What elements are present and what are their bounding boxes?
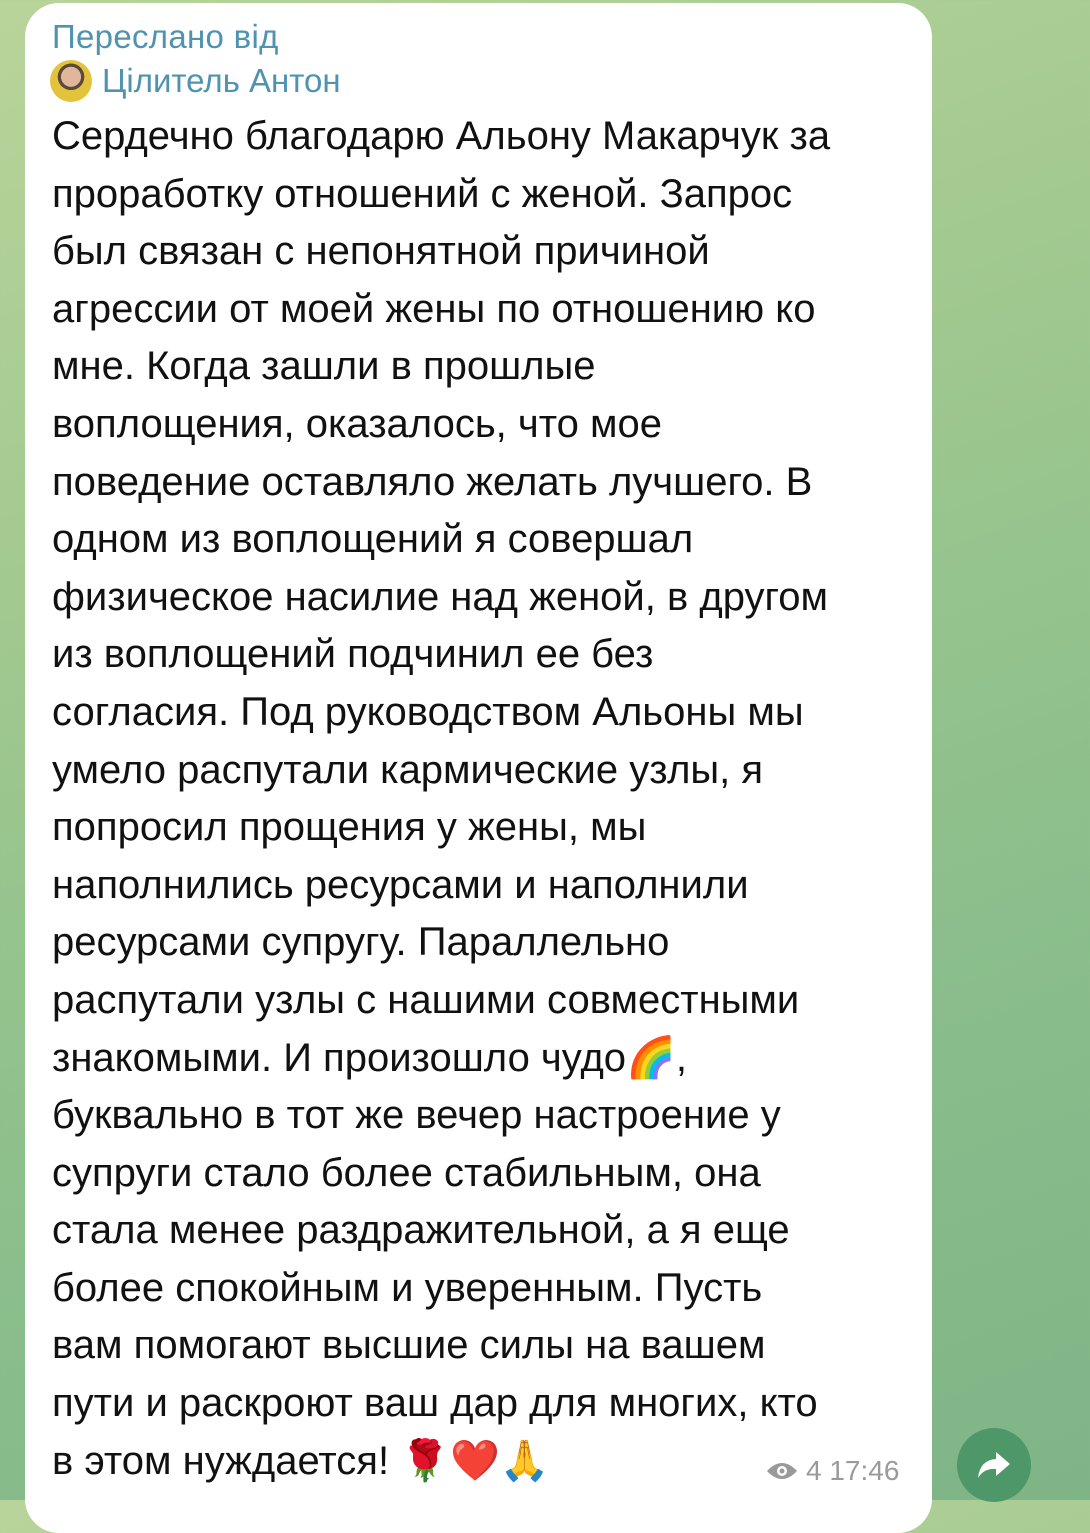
share-button[interactable] [957,1428,1031,1502]
message-line: в этом нуждается! 🌹❤️🙏 [52,1438,550,1483]
message-meta [766,1455,899,1487]
message-line: Сердечно благодарю Альону Макарчук за [52,114,831,158]
view-count: 4 [806,1455,822,1486]
message-line: умело распутали кармические узлы, я [52,747,764,792]
message-line: вам помогают высшие силы на вашем [52,1323,766,1368]
message-line: попросил прощения у жены, мы [52,805,647,850]
message-line: из воплощений подчинил ее без [52,632,654,677]
message-line: пути и раскроют ваш дар для многих, кто [52,1381,818,1426]
message-line: воплощения, оказалось, что мое [52,401,662,446]
author-avatar [50,60,92,102]
share-arrow-icon [976,1450,1012,1480]
author-name[interactable]: Цілитель Антон [102,62,341,99]
message-line: более спокойным и уверенным. Пусть [52,1265,763,1310]
forwarded-author[interactable] [50,60,341,102]
message-time: 17:46 [829,1455,900,1486]
message-line: знакомыми. И произошло чудо🌈, [52,1035,687,1080]
message-line: одном из воплощений я совершал [52,517,694,562]
message-line: согласия. Под руководством Альоны мы [52,689,804,734]
message-line: ресурсами супругу. Параллельно [52,920,670,965]
message-text [52,108,830,1490]
message-line: агрессии от моей жены по отношению ко [52,286,816,331]
message-line: проработку отношений с женой. Запрос [52,171,793,216]
message-line: распутали узлы с нашими совместными [52,977,800,1022]
message-line: физическое насилие над женой, в другом [52,574,828,619]
message-line: мне. Когда зашли в прошлые [52,344,596,389]
forwarded-label: Переслано від [52,18,279,55]
message-line: был связан с непонятной причиной [52,229,710,274]
message-line: буквально в тот же вечер настроение у [52,1093,781,1138]
message-line: поведение оставляло желать лучшего. В [52,459,813,504]
message-line: наполнились ресурсами и наполнили [52,862,749,907]
eye-icon [766,1461,798,1481]
message-line: супруги стало более стабильным, она [52,1150,761,1195]
message-line: стала менее раздражительной, а я еще [52,1208,790,1253]
